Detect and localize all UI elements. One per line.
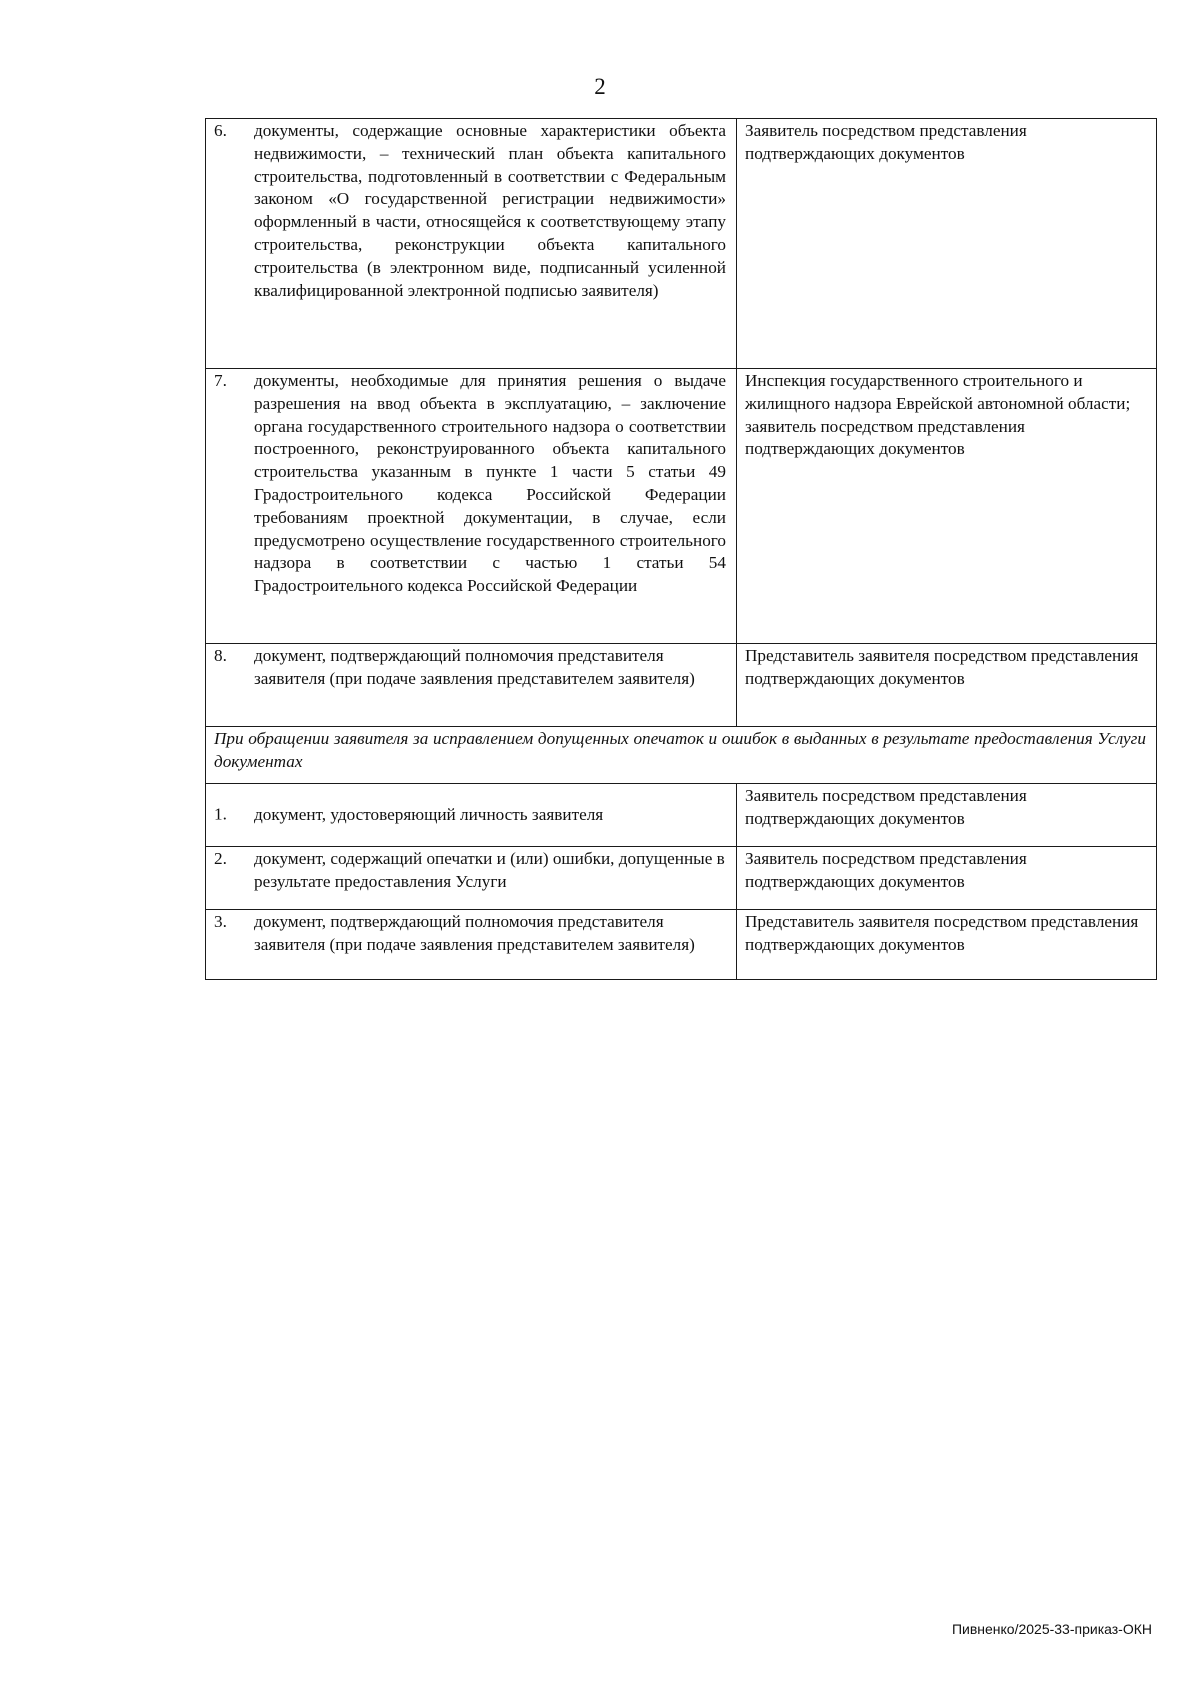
- row-number: 2.: [214, 849, 227, 868]
- table-row: [206, 369, 1157, 644]
- row-number: 6.: [214, 121, 227, 140]
- document-description: документ, удостоверяющий личность заявителя: [254, 804, 604, 824]
- document-description: документы, содержащие основные характеристики объекта недвижимости, – технический план объекта капитального строительства, подготовленный в соответствии с Федеральным законом «О государственной регистрации недвижимости» оформленный в части, относящейся к соответствующему этапу строительства, реконструкции объекта капитального строительства (в электронном виде, подписанный усиленной квалифицированной электронной подписью заявителя): [254, 121, 726, 300]
- section-heading: При обращении заявителя за исправлением допущенных опечаток и ошибок в выданных в результате предоставления Услуги документах: [206, 727, 1157, 784]
- source-cell: Заявитель посредством представления подтверждающих документов: [737, 784, 1157, 847]
- source-cell: Заявитель посредством представления подтверждающих документов: [737, 119, 1157, 369]
- table-row: [206, 119, 1157, 369]
- row-number: 7.: [214, 371, 227, 390]
- document-cell: [206, 369, 737, 644]
- document-cell: [206, 910, 737, 980]
- section-row: [206, 727, 1157, 784]
- page-number: 2: [594, 74, 606, 99]
- document-cell: [206, 119, 737, 369]
- document-footer-reference: Пивненко/2025-33-приказ-ОКН: [951, 1621, 1152, 1637]
- document-cell: [206, 644, 737, 727]
- source-cell: Представитель заявителя посредством представления подтверждающих документов: [737, 644, 1157, 727]
- document-description: документ, подтверждающий полномочия представителя заявителя (при подаче заявления представителем заявителя): [254, 912, 695, 954]
- row-number: 3.: [214, 912, 227, 931]
- source-cell: Инспекция государственного строительного и жилищного надзора Еврейской автономной области; заявитель посредством представления подтверждающих документов: [737, 369, 1157, 644]
- row-number: 8.: [214, 646, 227, 665]
- source-cell: Заявитель посредством представления подтверждающих документов: [737, 847, 1157, 910]
- documents-table: [205, 118, 1157, 980]
- table-row: [206, 910, 1157, 980]
- source-cell: Представитель заявителя посредством представления подтверждающих документов: [737, 910, 1157, 980]
- table-row: [206, 644, 1157, 727]
- document-description: документ, подтверждающий полномочия представителя заявителя (при подаче заявления представителем заявителя): [254, 646, 695, 688]
- document-cell: [206, 784, 737, 847]
- table-row: [206, 847, 1157, 910]
- document-cell: [206, 847, 737, 910]
- document-description: документы, необходимые для принятия решения о выдаче разрешения на ввод объекта в эксплуатацию, – заключение органа государственного строительного надзора о соответствии построенного, реконструированного объекта капитального строительства указанным в пункте 1 части 5 статьи 49 Градостроительного кодекса Российской Федерации требованиям проектной документации, в случае, если предусмотрено осуществление государственного строительного надзора в соответствии с частью 1 статьи 54 Градостроительного кодекса Российской Федерации: [254, 371, 726, 596]
- table-row: [206, 784, 1157, 847]
- row-number: 1.: [214, 804, 227, 824]
- document-description: документ, содержащий опечатки и (или) ошибки, допущенные в результате предоставления Услуги: [254, 849, 725, 891]
